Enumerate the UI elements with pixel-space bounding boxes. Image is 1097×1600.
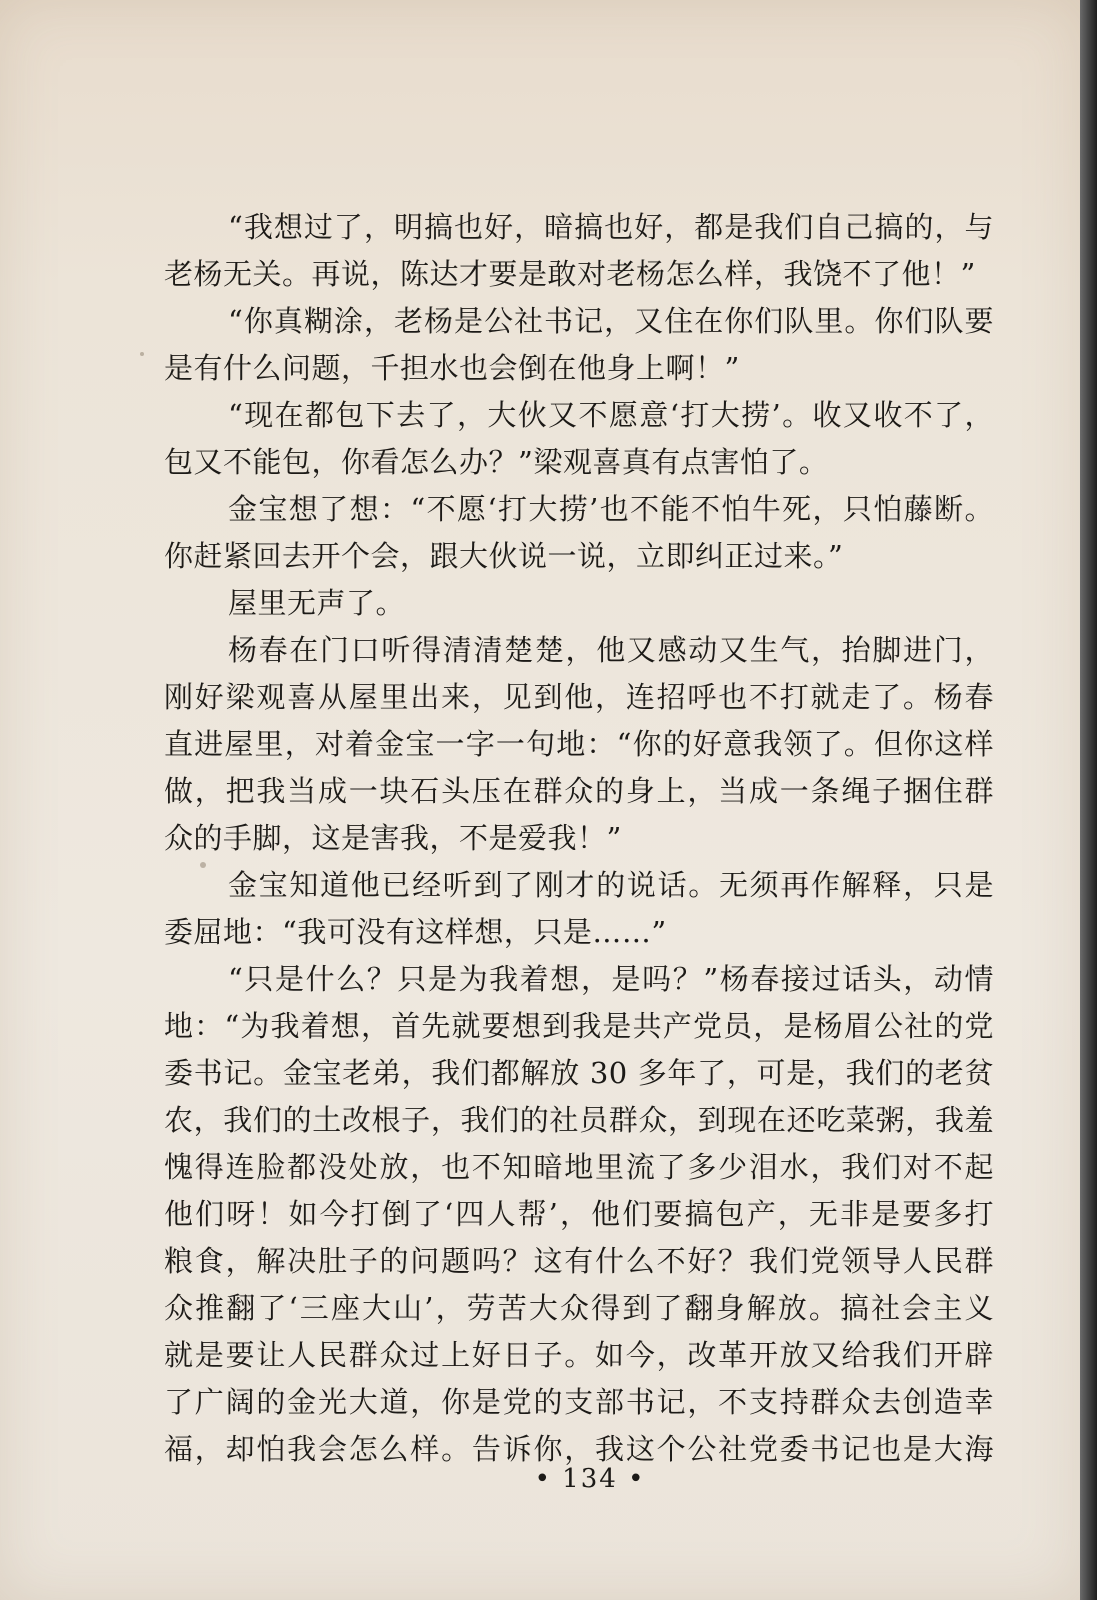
text-line-11: 刚好梁观喜从屋里出来，见到他，连招呼也不打就走了。杨春 [164, 680, 994, 714]
text-line-4: 是有什么问题，千担水也会倒在他身上啊！” [164, 351, 740, 385]
text-line-2: 老杨无关。再说，陈达才要是敢对老杨怎么样，我饶不了他！” [164, 257, 976, 291]
paper-speck [200, 862, 206, 868]
text-line-26: 了广阔的金光大道，你是党的支部书记，不支持群众去创造幸 [164, 1385, 994, 1419]
text-line-20: 农，我们的土改根子，我们的社员群众，到现在还吃菜粥，我羞 [164, 1103, 994, 1137]
text-line-18: 地：“为我着想，首先就要想到我是共产党员，是杨眉公社的党 [164, 1009, 994, 1043]
body-text [164, 204, 994, 1473]
text-line-25: 就是要让人民群众过上好日子。如今，改革开放又给我们开辟 [164, 1338, 994, 1372]
text-line-9: 屋里无声了。 [228, 586, 406, 620]
text-line-14: 众的手脚，这是害我，不是爱我！” [164, 821, 622, 855]
text-line-22: 他们呀！如今打倒了‘四人帮’，他们要搞包产，无非是要多打 [164, 1197, 994, 1231]
text-line-7: 金宝想了想：“不愿‘打大捞’也不能不怕牛死，只怕藤断。 [228, 492, 994, 526]
text-line-6: 包又不能包，你看怎么办？”梁观喜真有点害怕了。 [164, 445, 829, 479]
text-line-5: “现在都包下去了，大伙又不愿意‘打大捞’。收又收不了， [228, 398, 994, 432]
text-line-27: 福，却怕我会怎么样。告诉你，我这个公社党委书记也是大海 [164, 1432, 994, 1466]
text-line-17: “只是什么？只是为我着想，是吗？”杨春接过话头，动情 [228, 962, 994, 996]
text-line-23: 粮食，解决肚子的问题吗？这有什么不好？我们党领导人民群 [164, 1244, 994, 1278]
page-number: • 134 • [534, 1464, 646, 1494]
text-line-8: 你赶紧回去开个会，跟大伙说一说，立即纠正过来。” [164, 539, 844, 573]
text-line-13: 做，把我当成一块石头压在群众的身上，当成一条绳子捆住群 [164, 774, 994, 808]
text-line-15: 金宝知道他已经听到了刚才的说话。无须再作解释，只是 [228, 868, 994, 902]
text-line-3: “你真糊涂，老杨是公社书记，又住在你们队里。你们队要 [228, 304, 994, 338]
page-edge [1080, 0, 1097, 1600]
text-line-10: 杨春在门口听得清清楚楚，他又感动又生气，抬脚进门， [228, 633, 994, 667]
paper-speck [140, 352, 144, 356]
text-line-24: 众推翻了‘三座大山’，劳苦大众得到了翻身解放。搞社会主义 [164, 1291, 994, 1325]
text-line-16: 委屈地：“我可没有这样想，只是……” [164, 915, 667, 949]
text-line-1: “我想过了，明搞也好，暗搞也好，都是我们自己搞的，与 [228, 210, 994, 244]
text-line-21: 愧得连脸都没处放，也不知暗地里流了多少泪水，我们对不起 [164, 1150, 994, 1184]
text-line-19: 委书记。金宝老弟，我们都解放 30 多年了，可是，我们的老贫 [164, 1056, 994, 1090]
text-line-12: 直进屋里，对着金宝一字一句地：“你的好意我领了。但你这样 [164, 727, 994, 761]
